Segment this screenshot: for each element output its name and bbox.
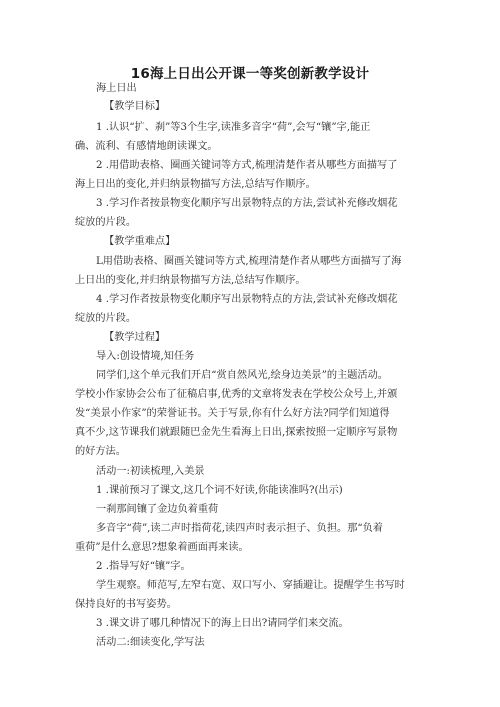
key-point-1-line-2: 上日出的变化,并归纳景物描写方法,总结写作顺序。 — [75, 275, 306, 286]
writing-guide-line-1: 学生观察。师范写,左窄右宽、双口写小、穿插避让。提醒学生书写时 — [96, 580, 405, 591]
activity-2-heading: 活动二:细读变化,学写法 — [96, 637, 205, 648]
activity-1-heading: 活动一:初读梳理,入美景 — [96, 466, 205, 477]
activity-1-step-1: 1 .课前预习了课文,这几个词不好读,你能读准吗?(出示) — [96, 485, 343, 496]
objective-3-line-1: 3 .学习作者按景物变化顺序写出景物特点的方法,尝试补充修改烟花 — [96, 198, 398, 209]
word-list: 一刹那间镶了金边负着重荷 — [96, 504, 219, 515]
objective-3-line-2: 绽放的片段。 — [75, 217, 137, 228]
section-heading-objectives: 【教学目标】 — [104, 101, 166, 112]
polyphone-note-line-1: 多音字“荷”,读二声时指荷花,读四声时表示担子、负担。那“负着 — [96, 523, 383, 534]
polyphone-note-line-2: 重荷”是什么意思?想象着画面再来读。 — [75, 542, 249, 553]
key-point-1-line-1: L用借助表格、圈画关键词等方式,梳理清楚作者从哪些方面描写了海 — [96, 256, 402, 267]
writing-guide-line-2: 保持良好的书写姿势。 — [75, 599, 177, 610]
key-point-4-line-1: 4 .学习作者按景物变化顺序写出景物特点的方法,尝试补充修改烟花 — [96, 294, 398, 305]
intro-heading: 导入:创设情境,知任务 — [96, 351, 195, 362]
lesson-name: 海上日出 — [96, 83, 137, 94]
objective-1-line-2: 确、流利、有感情地朗读课文。 — [75, 141, 218, 152]
objective-1-line-1: 1 .认识“扩、刹”等3个生字,读准多音字“荷”,会写“镶”字,能正 — [96, 122, 371, 133]
objective-2-line-2: 海上日出的变化,并归纳景物描写方法,总结写作顺序。 — [75, 179, 316, 190]
intro-paragraph-line-4: 真不少,这节课我们就跟随巴金先生看海上日出,探索按照一定顺序写景物 — [75, 427, 398, 438]
intro-paragraph-line-2: 学校小作家协会公布了征稿启事,优秀的文章将发表在学校公众号上,并颁 — [75, 389, 398, 400]
key-point-4-line-2: 绽放的片段。 — [75, 313, 137, 324]
section-heading-process: 【教学过程】 — [104, 332, 166, 343]
objective-2-line-1: 2 .用借助表格、圈画关键词等方式,梳理清楚作者从哪些方面描写了 — [96, 160, 398, 171]
activity-1-step-3: 3 .课文讲了哪几种情况下的海上日出?请同学们来交流。 — [96, 618, 349, 629]
document-title: 16海上日出公开课一等奖创新教学设计 — [130, 66, 370, 82]
intro-paragraph-line-1: 同学们,这个单元我们开启“赏自然风光,绘身边美景”的主题活动。 — [96, 370, 388, 381]
intro-paragraph-line-5: 的好方法。 — [75, 446, 126, 457]
activity-1-step-2: 2 .指导写好“镶”字。 — [96, 561, 191, 572]
section-heading-key-points: 【教学重难点】 — [104, 236, 176, 247]
intro-paragraph-line-3: 发“美景小作家”的荣誉证书。关于写景,你有什么好方法?同学们知道得 — [75, 408, 390, 419]
